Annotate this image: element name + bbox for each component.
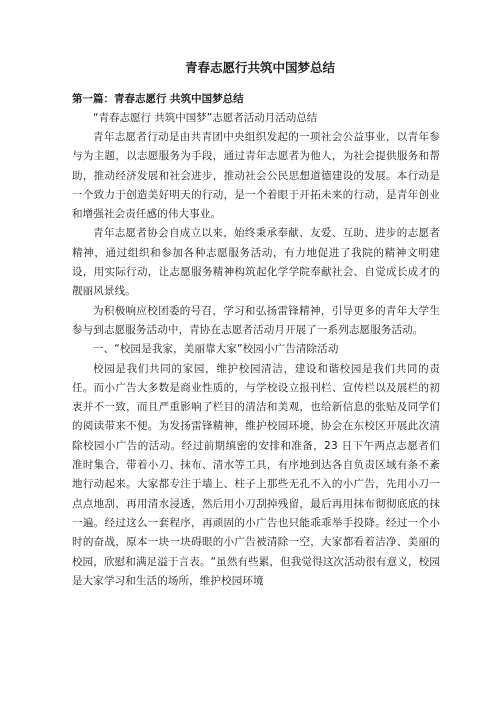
paragraph-3: 为积极响应校团委的号召，学习和弘扬雷锋精神，引导更多的青年大学生参与到志愿服务活动中，青协在志愿者活动月开展了一系列志愿服务活动。	[72, 304, 440, 336]
paragraph-1: 青年志愿者行动是由共青团中央组织发起的一项社会公益事业，以青年参与为主题，以志愿服务为手段，通过青年志愿者为他人，为社会提供服务和帮助，推动经济发展和社会进步，推动社会公民思想道德建设的发展。本行动是一个致力于创造美好明天的行动，是一个着眼于开拓未来的行动，是青年创业和增强社会责任感的伟大事业。	[72, 131, 440, 221]
section-heading: 第一篇：青春志愿行 共筑中国梦总结	[72, 93, 244, 105]
document-title: 青春志愿行共筑中国梦总结	[184, 60, 335, 75]
paragraph-4-heading: 一、“校园是我家，美丽靠大家”校园小广告清除活动	[93, 343, 339, 356]
paragraph-5: 校园是我们共同的家园，维护校园清洁，建设和谐校园是我们共同的责任。而小广告大多数是商业性质的，与学校设立报刊栏、宣传栏以及展栏的初衷并不一致，而且严重影响了栏目的清洁和美观，也给新信息的张贴及同学们的阅读带来不便。为发扬雷锋精神，维护校园环境，协会在东校区开展此次清除校园小广告的活动。经过前期缜密的安排和准备，23 日下午两点志愿者们准时集合，带着小刀、抹布、清水等工具，有序地到达各自负责区域有条不紊地行动起来。大家都专注于墙上、柱子上那些无孔不入的小广告，先用小刀一点点地刮，再用清水浸透，然后用小刀刮掉残留，最后再用抹布彻彻底底的抹一遍。经过这么一套程序，再顽固的小广告也只能乖乖举手投降。经过一个小时的奋战，原本一块一块碍眼的小广告被清除一空，大家都看着洁净、美丽的校园，欣慰和满足溢于言表。“虽然有些累，但我觉得这次活动很有意义，校园是大家学习和生活的场所，维护校园环境	[72, 362, 440, 587]
document-subtitle: “青春志愿行 共筑中国梦”志愿者活动月活动总结	[93, 112, 318, 124]
paragraph-2: 青年志愿者协会自成立以来，始终秉承奉献、友爱、互助、进步的志愿者精神，通过组织和参加各种志愿服务活动，有力地促进了我院的精神文明建设，用实际行动，让志愿服务精神构筑起化学学院奉献社会、自觉成长成才的靓丽风景线。	[72, 227, 440, 298]
